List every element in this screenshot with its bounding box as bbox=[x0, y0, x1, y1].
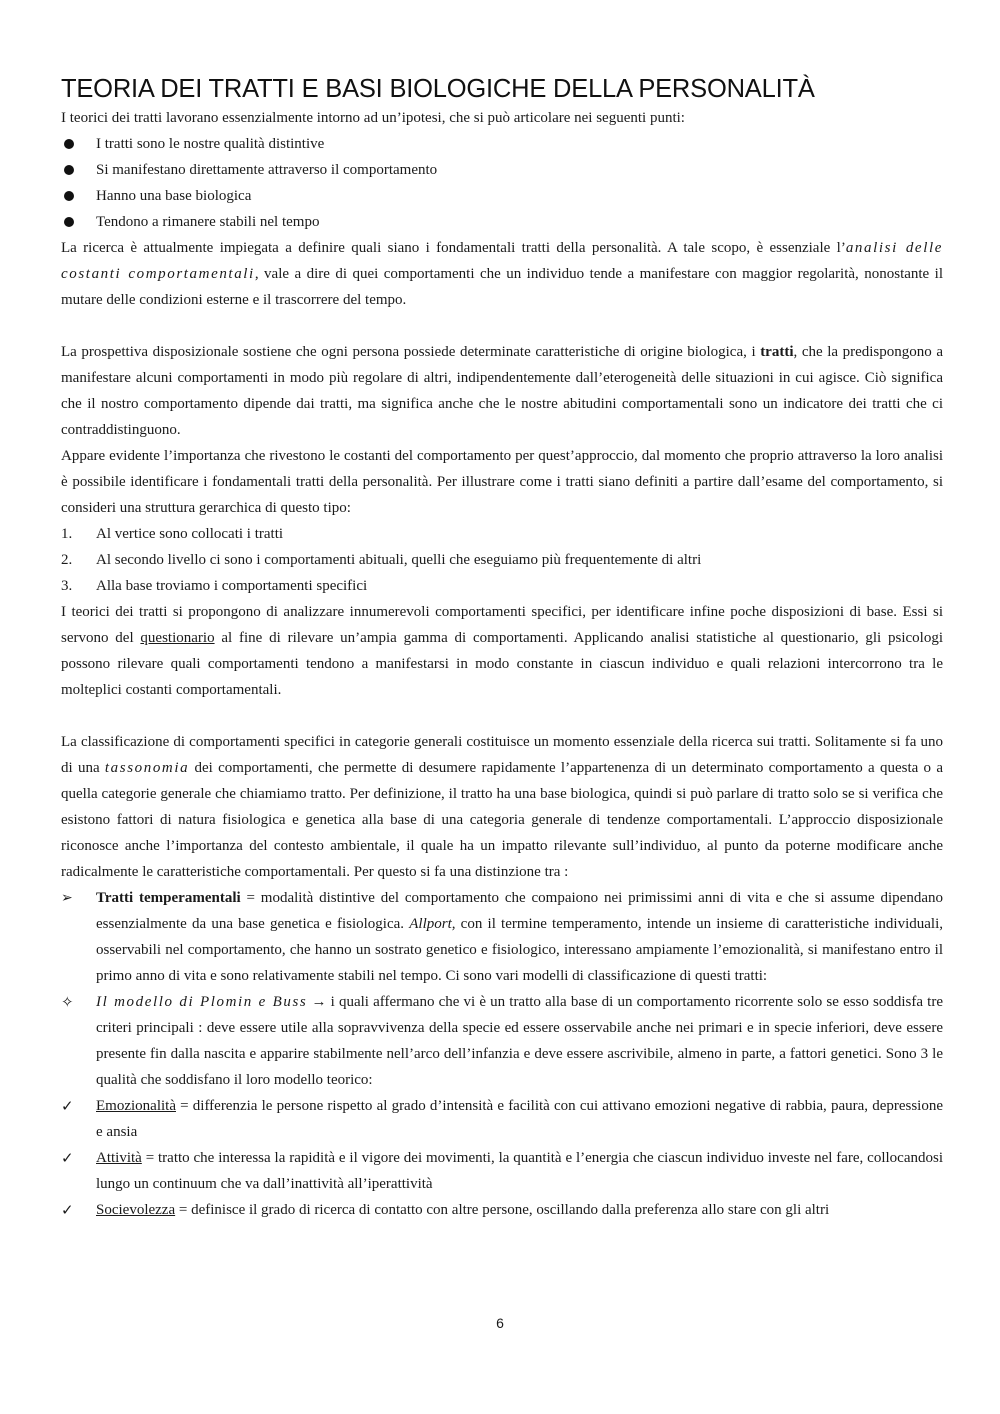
underlined-term: Attività bbox=[96, 1150, 142, 1166]
emphasis-text: Allport, bbox=[409, 916, 456, 932]
list-item: 3. Alla base troviamo i comportamenti specifici bbox=[61, 578, 368, 594]
intro-paragraph: I teorici dei tratti lavorano essenzialmente intorno ad un’ipotesi, che si può articolare nei seguenti punti: bbox=[61, 110, 685, 126]
page-content bbox=[61, 74, 943, 1223]
list-item: Tendono a rimanere stabili nel tempo bbox=[61, 209, 943, 235]
list-item: 1. Al vertice sono collocati i tratti bbox=[61, 526, 284, 542]
check-icon: ✓ bbox=[61, 1149, 74, 1167]
list-item: ✓ Emozionalità = differenzia le persone rispetto al grado d’intensità e facilità con cui attivano emozioni negative di rabbia, paura, depressione e ansia bbox=[61, 1093, 943, 1145]
list-item: Si manifestano direttamente attraverso il comportamento bbox=[61, 157, 943, 183]
list-item: I tratti sono le nostre qualità distintive bbox=[61, 131, 943, 157]
bullet-icon bbox=[61, 209, 91, 235]
emphasis-text: Il modello di Plomin e Buss bbox=[96, 994, 308, 1010]
check-list bbox=[61, 1093, 943, 1223]
paragraph-questionnaire: I teorici dei tratti si propongono di analizzare innumerevoli comportamenti specifici, per identificare infine poche disposizioni di base. Essi si servono del questionario al fine di rilevare un’ampia gamma di comportamenti. Applicando analisi statistiche al questionario, gli psicologi possono rilevare quali comportamenti tendono a manifestarsi in modo constante in ciascun individuo e quali relazioni intercorrono tra le molteplici costanti comportamentali. bbox=[61, 604, 944, 698]
list-item: ➢ Tratti temperamentali = modalità distintive del comportamento che compaiono nei primissimi anni di vita e che si assume dipendano essenzialmente da una base genetica e fisiologica. Allport, con il termine temperamento, intende un insieme di caratteristiche individuali, osservabili nel comportamento, che hanno un sostrato genetico e fisiologico, interessano ampiamente l’emozionalità, si manifestano entro il primo anno di vita e sono relativamente stabili nel tempo. Ci sono vari modelli di classificazione di questi tratti: bbox=[61, 885, 943, 989]
paragraph-classification: La classificazione di comportamenti specifici in categorie generali costituisce un momento essenziale della ricerca sui tratti. Solitamente si fa uno di una tassonomia dei comportamenti, che permette di desumere rapidamente l’appartenenza di un determinato comportamento a questa o a quella categorie generale che chiamiamo tratto. Per definizione, il tratto ha una base biologica, quindi si può parlare di tratto solo se si verifica che esistono fattori di natura fisiologica e genetica alla base di una categoria generale di tendenze comportamentali. L’approccio disposizionale riconosce anche l’importanza del contesto ambientale, il quale ha un impatto rilevante sull’individuo, al punto da poterne modificare anche radicalmente le caratteristiche comportamentali. Per questo si fa una distinzione tra : bbox=[61, 734, 943, 880]
underlined-term: questionario bbox=[140, 630, 215, 646]
bullet-list bbox=[61, 131, 943, 235]
right-arrow-icon: → bbox=[311, 994, 327, 1010]
page-number: 6 bbox=[496, 1315, 504, 1331]
bullet-icon bbox=[61, 131, 91, 157]
check-icon: ✓ bbox=[61, 1201, 74, 1219]
list-item: ✓ Attività = tratto che interessa la rapidità e il vigore dei movimenti, la quantità e l’energia che ciascun individuo investe nel fare, collocandosi lungo un continuum che va dall’inattività all’iperattività bbox=[61, 1145, 943, 1197]
bold-term: Tratti temperamentali bbox=[96, 890, 241, 906]
list-item: 2. Al secondo livello ci sono i comportamenti abituali, quelli che eseguiamo più frequentemente di altri bbox=[61, 552, 702, 568]
list-item: ✧ Il modello di Plomin e Buss → i quali affermano che vi è un tratto alla base di un comportamento ricorrente solo se esso soddisfa tre criteri principali : deve essere utile alla sopravvivenza della specie ed essere osservabile anche nei primari e in specie inferiori, deve essere presente fin dalla nascita e apparire stabilmente nell’arco dell’infanzia e deve essere ascrivibile, almeno in parte, a fattori genetici. Sono 3 le qualità che soddisfano il loro modello teorico: bbox=[61, 989, 943, 1093]
paragraph-disposition: La prospettiva disposizionale sostiene che ogni persona possiede determinate caratteristiche di origine biologica, i tratti, che la predispongono a manifestare alcuni comportamenti in modo più regolare di altri, indipendentemente dall’eterogeneità delle situazioni in cui agisce. Ciò significa che il nostro comportamento dipende dai tratti, ma significa anche che le nostre abitudini comportamentali sono un indicatore dei tratti che ci contraddistinguono. bbox=[61, 344, 943, 438]
underlined-term: Emozionalità bbox=[96, 1098, 176, 1114]
bullet-icon bbox=[61, 157, 91, 183]
list-item: Hanno una base biologica bbox=[61, 183, 943, 209]
arrow-bullet-icon: ➢ bbox=[61, 890, 73, 906]
bullet-icon bbox=[61, 183, 91, 209]
diamond-bullet-icon: ✧ bbox=[61, 993, 74, 1011]
diamond-list bbox=[61, 989, 943, 1093]
underlined-term: Socievolezza bbox=[96, 1202, 176, 1218]
check-icon: ✓ bbox=[61, 1097, 74, 1115]
list-item: ✓ Socievolezza = definisce il grado di ricerca di contatto con altre persone, oscillando dalla preferenza allo stare con gli altri bbox=[61, 1197, 943, 1223]
numbered-list bbox=[61, 521, 943, 599]
paragraph-hierarchy: Appare evidente l’importanza che rivestono le costanti del comportamento per quest’approccio, dal momento che proprio attraverso la loro analisi è possibile identificare i fondamentali tratti della personalità. Per illustrare come i tratti siano definiti a partire dall’esame del comportamento, si consideri una struttura gerarchica di questo tipo: bbox=[61, 448, 943, 516]
emphasis-text: analisi delle costanti comportamentali bbox=[61, 240, 943, 282]
bold-term: tratti bbox=[760, 344, 794, 360]
emphasis-text: tassonomia bbox=[104, 760, 190, 776]
page-title: TEORIA DEI TRATTI E BASI BIOLOGICHE DELLA PERSONALITÀ bbox=[61, 75, 815, 103]
paragraph-constants: La ricerca è attualmente impiegata a definire quali siano i fondamentali tratti della personalità. A tale scopo, è essenziale l’analisi delle costanti comportamentali, vale a dire di quei comportamenti che un individuo tende a manifestare con maggior regolarità, nonostante il mutare delle condizioni esterne e il trascorrere del tempo. bbox=[61, 240, 943, 308]
arrow-list bbox=[61, 885, 943, 989]
